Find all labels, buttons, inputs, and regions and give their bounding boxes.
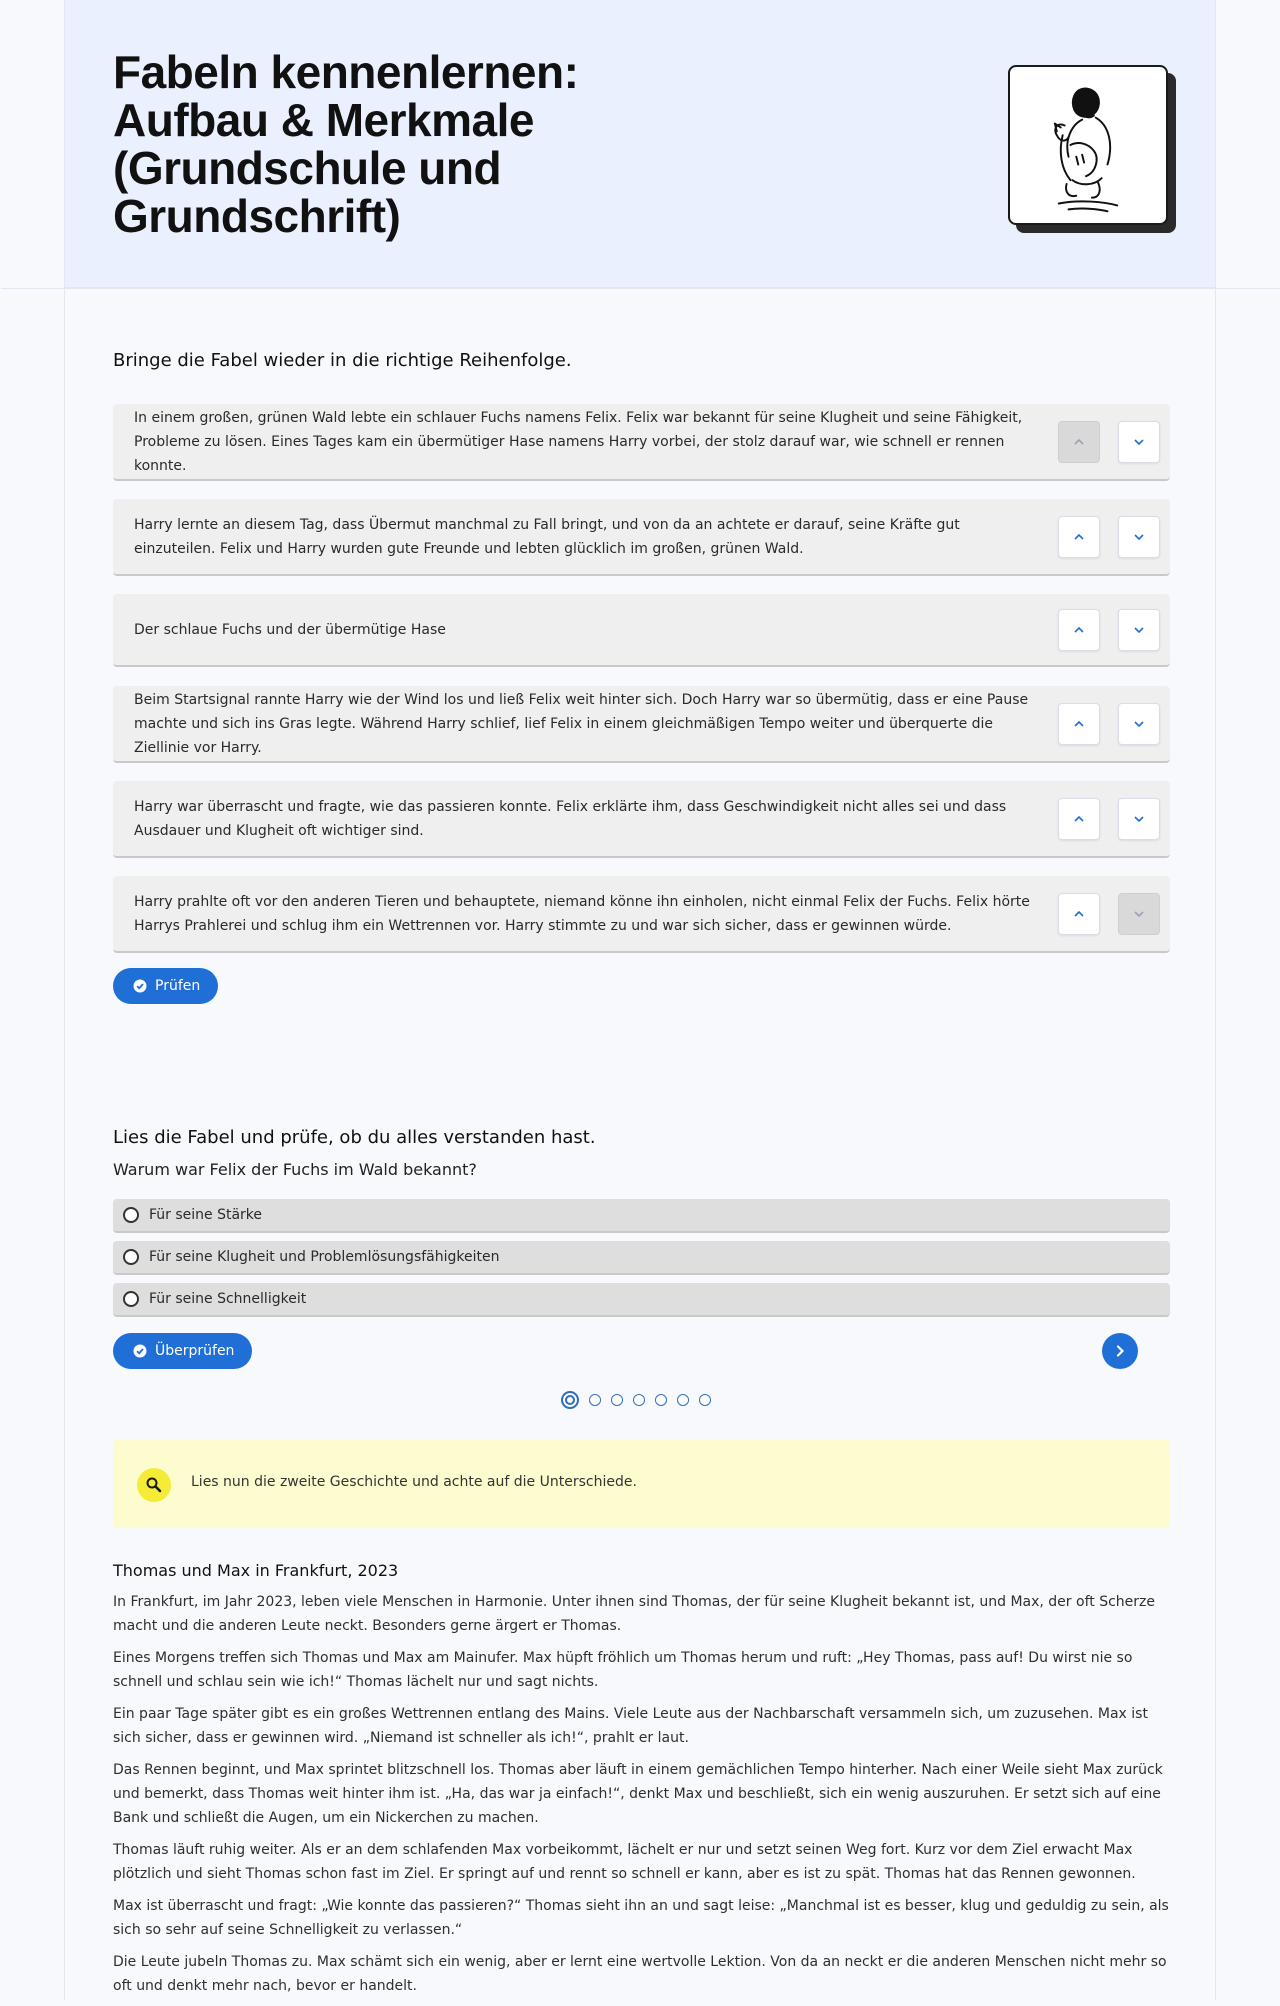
chevron-down-icon: [1132, 435, 1146, 449]
order-item-6[interactable]: [113, 876, 1170, 953]
order-item-text: Der schlaue Fuchs und der übermütige Hase: [134, 621, 446, 638]
quiz-option-2[interactable]: [113, 1241, 1170, 1275]
move-down-button[interactable]: [1118, 798, 1160, 840]
move-up-button[interactable]: [1058, 516, 1100, 558]
order-item-4[interactable]: [113, 686, 1170, 763]
chevron-right-icon: [1112, 1343, 1128, 1359]
magnifier-icon: [137, 1468, 171, 1502]
move-down-button[interactable]: [1118, 421, 1160, 463]
hint-text: Lies nun die zweite Geschichte und achte auf die Unterschiede.: [191, 1474, 637, 1490]
page-dot-1[interactable]: [561, 1391, 579, 1409]
check-circle-icon: [133, 979, 147, 993]
quiz-option-3[interactable]: [113, 1283, 1170, 1317]
chevron-down-icon: [1132, 812, 1146, 826]
story-paragraph: Das Rennen beginnt, und Max sprintet blitzschnell los. Thomas aber läuft in einem gemächlichen Tempo hinterher. Nach einer Weile sieht Max zurück und bemerkt, dass Thomas weit hinter ihm ist. „Ha, das war ja einfach!“, denkt Max und beschließt, sich ein wenig auszuruhen. Er setzt sich auf eine Bank und schließt die Augen, um ein Nickerchen zu machen.: [113, 1762, 1163, 1826]
quiz-option-label: Für seine Schnelligkeit: [149, 1291, 307, 1307]
page-dot-3[interactable]: [611, 1394, 623, 1406]
chevron-up-icon: [1072, 530, 1086, 544]
hero-divider: [1, 288, 1280, 289]
move-down-button[interactable]: [1118, 703, 1160, 745]
page-dot-7[interactable]: [699, 1394, 711, 1406]
ordering-instruction: Bringe die Fabel wieder in die richtige Reihenfolge.: [113, 350, 572, 371]
chevron-up-icon: [1072, 435, 1086, 449]
quiz-option-label: Für seine Klugheit und Problemlösungsfähigkeiten: [149, 1249, 500, 1265]
check-answer-label: Überprüfen: [155, 1343, 235, 1359]
order-item-text: Harry lernte an diesem Tag, dass Übermut manchmal zu Fall bringt, und von da an achtete er darauf, seine Kräfte gut einzuteilen. Felix und Harry wurden gute Freunde und lebten glücklich im großen, grünen Wald.: [134, 516, 960, 557]
pagination-dots: [561, 1391, 711, 1409]
page-title: Fabeln kennenlernen: Aufbau & Merkmale (Grundschule und Grundschrift): [113, 46, 579, 242]
move-up-button[interactable]: [1058, 798, 1100, 840]
check-order-button[interactable]: [113, 968, 218, 1004]
hero-illustration-icon: [1008, 65, 1168, 225]
story-paragraph: Ein paar Tage später gibt es ein großes Wettrennen entlang des Mains. Viele Leute aus der Nachbarschaft versammeln sich, um zuzusehen. Max ist sich sicher, dass er gewinnen wird. „Niemand ist schneller als ich!“, prahlt er laut.: [113, 1706, 1148, 1746]
move-up-button[interactable]: [1058, 609, 1100, 651]
hero-header: [65, 0, 1215, 288]
chevron-up-icon: [1072, 812, 1086, 826]
chevron-up-icon: [1072, 623, 1086, 637]
move-down-button[interactable]: [1118, 609, 1160, 651]
page-dot-5[interactable]: [655, 1394, 667, 1406]
next-question-button[interactable]: [1102, 1333, 1138, 1369]
story-paragraph: Eines Morgens treffen sich Thomas und Max am Mainufer. Max hüpft fröhlich um Thomas herum und ruft: „Hey Thomas, pass auf! Du wirst nie so schnell und schlau sein wie ich!“ Thomas lächelt nur und sagt nichts.: [113, 1650, 1133, 1690]
order-item-1[interactable]: [113, 404, 1170, 481]
hint-box: [113, 1440, 1170, 1528]
chevron-down-icon: [1132, 717, 1146, 731]
check-circle-icon: [133, 1344, 147, 1358]
order-item-5[interactable]: [113, 781, 1170, 858]
page-dot-6[interactable]: [677, 1394, 689, 1406]
order-item-text: Harry war überrascht und fragte, wie das passieren konnte. Felix erklärte ihm, dass Geschwindigkeit nicht alles sei und dass Ausdauer und Klugheit oft wichtiger sind.: [134, 798, 1007, 839]
move-down-button[interactable]: [1118, 893, 1160, 935]
order-item-text: Beim Startsignal rannte Harry wie der Wind los und ließ Felix weit hinter sich. Doch Harry war so übermütig, dass er eine Pause machte und sich ins Gras legte. Während Harry schlief, lief Felix in einem gleichmäßigen Tempo weiter und überquerte die Ziellinie vor Harry.: [134, 691, 1029, 756]
radio-button[interactable]: [123, 1291, 139, 1307]
order-item-2[interactable]: [113, 499, 1170, 576]
story-body: [113, 1590, 1170, 2006]
move-down-button[interactable]: [1118, 516, 1160, 558]
chevron-up-icon: [1072, 717, 1086, 731]
page-dot-2[interactable]: [589, 1394, 601, 1406]
order-item-text: In einem großen, grünen Wald lebte ein schlauer Fuchs namens Felix. Felix war bekannt für seine Klugheit und seine Fähigkeit, Probleme zu lösen. Eines Tages kam ein übermütiger Hase namens Harry vorbei, der stolz darauf war, wie schnell er rennen konnte.: [134, 409, 1023, 474]
quiz-option-label: Für seine Stärke: [149, 1207, 263, 1223]
chevron-down-icon: [1132, 907, 1146, 921]
move-up-button[interactable]: [1058, 421, 1100, 463]
quiz-question: Warum war Felix der Fuchs im Wald bekannt?: [113, 1160, 477, 1179]
story-title: Thomas und Max in Frankfurt, 2023: [113, 1561, 399, 1580]
order-item-3[interactable]: [113, 594, 1170, 667]
order-item-text: Harry prahlte oft vor den anderen Tieren und behauptete, niemand könne ihn einholen, nicht einmal Felix der Fuchs. Felix hörte Harrys Prahlerei und schlug ihm ein Wettrennen vor. Harry stimmte zu und war sich sicher, dass er gewinnen würde.: [134, 893, 1030, 934]
story-paragraph: Thomas läuft ruhig weiter. Als er an dem schlafenden Max vorbeikommt, lächelt er nur und setzt seinen Weg fort. Kurz vor dem Ziel erwacht Max plötzlich und sieht Thomas schon fast im Ziel. Er springt auf und rennt so schnell er kann, aber es ist zu spät. Thomas hat das Rennen gewonnen.: [113, 1842, 1136, 1882]
move-up-button[interactable]: [1058, 703, 1100, 745]
chevron-up-icon: [1072, 907, 1086, 921]
chevron-down-icon: [1132, 623, 1146, 637]
check-order-label: Prüfen: [155, 978, 201, 994]
story-paragraph: In Frankfurt, im Jahr 2023, leben viele Menschen in Harmonie. Unter ihnen sind Thomas, der für seine Klugheit bekannt ist, und Max, der oft Scherze macht und die anderen Leute neckt. Besonders gerne ärgert er Thomas.: [113, 1594, 1155, 1634]
check-answer-button[interactable]: [113, 1333, 252, 1369]
quiz-option-1[interactable]: [113, 1199, 1170, 1233]
page: [64, 0, 1216, 2000]
story-paragraph: Max ist überrascht und fragt: „Wie konnte das passieren?“ Thomas sieht ihn an und sagt leise: „Manchmal ist es besser, klug und geduldig zu sein, als sich so sehr auf seine Schnelligkeit zu verlassen.“: [113, 1898, 1169, 1938]
chevron-down-icon: [1132, 530, 1146, 544]
story-paragraph: Die Leute jubeln Thomas zu. Max schämt sich ein wenig, aber er lernt eine wertvolle Lektion. Von da an neckt er die anderen Menschen nicht mehr so oft und denkt mehr nach, bevor er handelt.: [113, 1954, 1167, 1994]
move-up-button[interactable]: [1058, 893, 1100, 935]
quiz-instruction: Lies die Fabel und prüfe, ob du alles verstanden hast.: [113, 1127, 596, 1148]
radio-button[interactable]: [123, 1207, 139, 1223]
radio-button[interactable]: [123, 1249, 139, 1265]
page-dot-4[interactable]: [633, 1394, 645, 1406]
